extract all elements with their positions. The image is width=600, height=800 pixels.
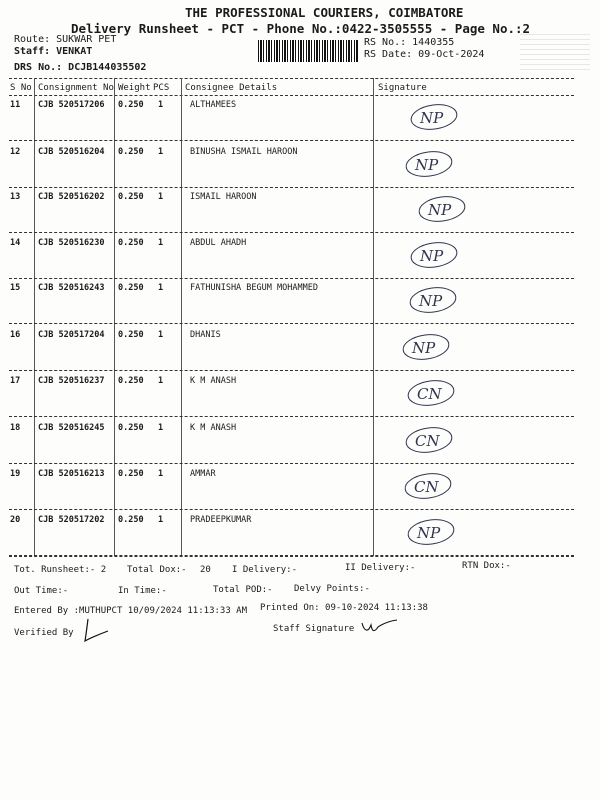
handwritten-status-mark xyxy=(407,285,463,317)
consignee-cell: K M ANASH xyxy=(190,423,237,433)
col-consignee: Consignee Details xyxy=(185,83,278,93)
pcs-cell: 1 xyxy=(158,330,164,340)
staff-signature-label: Staff Signature xyxy=(273,624,355,634)
consignment-no-cell: CJB 520516245 xyxy=(38,423,105,433)
total-dox-label: Total Dox:- xyxy=(127,565,187,575)
row-separator xyxy=(9,187,574,188)
sno-cell: 15 xyxy=(10,283,21,293)
verified-by-label: Verified By xyxy=(14,628,74,638)
total-dox-value: 20 xyxy=(200,565,211,575)
svg-text:CN: CN xyxy=(417,385,442,403)
row-separator xyxy=(9,463,574,464)
header-bottom-rule xyxy=(9,95,574,96)
sno-cell: 12 xyxy=(10,147,21,157)
row-separator xyxy=(9,278,574,279)
col-sno: S No xyxy=(10,83,32,93)
row-separator xyxy=(9,416,574,417)
pcs-cell: 1 xyxy=(158,100,164,110)
sno-cell: 20 xyxy=(10,515,21,525)
svg-text:NP: NP xyxy=(420,109,444,127)
verifier-signature xyxy=(80,615,112,645)
rs-number: RS No.: 1440355 xyxy=(364,37,455,48)
svg-text:CN: CN xyxy=(415,432,440,450)
runsheet-title: Delivery Runsheet - PCT - Phone No.:0422-3505555 - Page No.:2 xyxy=(71,21,531,36)
consignee-cell: ALTHAMEES xyxy=(190,100,237,110)
weight-cell: 0.250 xyxy=(118,423,144,433)
staff-label: Staff: VENKAT xyxy=(14,46,93,57)
handwritten-status-mark xyxy=(408,102,464,134)
pcs-cell: 1 xyxy=(158,147,164,157)
consignment-no-cell: CJB 520516202 xyxy=(38,192,105,202)
table-bottom-rule xyxy=(9,556,574,557)
pcs-cell: 1 xyxy=(158,376,164,386)
barcode-image xyxy=(258,40,358,62)
rtn-dox: RTN Dox:- xyxy=(462,561,511,571)
ii-delivery: II Delivery:- xyxy=(345,563,416,573)
rs-date: RS Date: 09-Oct-2024 xyxy=(364,49,485,60)
consignment-no-cell: CJB 520517202 xyxy=(38,515,105,525)
consignment-no-cell: CJB 520517204 xyxy=(38,330,105,340)
col-signature: Signature xyxy=(378,83,427,93)
weight-cell: 0.250 xyxy=(118,515,144,525)
total-pod: Total POD:- xyxy=(213,585,273,595)
svg-text:NP: NP xyxy=(417,524,441,542)
consignee-cell: DHANIS xyxy=(190,330,221,340)
col-divider xyxy=(34,78,35,556)
col-weight: Weight xyxy=(118,83,151,93)
consignee-cell: ISMAIL HAROON xyxy=(190,192,257,202)
entered-by: Entered By :MUTHUPCT 10/09/2024 11:13:33 AM xyxy=(14,606,247,616)
weight-cell: 0.250 xyxy=(118,330,144,340)
pcs-cell: 1 xyxy=(158,515,164,525)
printed-on: Printed On: 09-10-2024 11:13:38 xyxy=(260,603,428,613)
consignee-cell: FATHUNISHA BEGUM MOHAMMED xyxy=(190,283,318,293)
consignee-cell: K M ANASH xyxy=(190,376,237,386)
handwritten-status-mark xyxy=(403,425,459,457)
pcs-cell: 1 xyxy=(158,469,164,479)
row-separator xyxy=(9,140,574,141)
weight-cell: 0.250 xyxy=(118,469,144,479)
consignee-cell: BINUSHA ISMAIL HAROON xyxy=(190,147,298,157)
consignee-cell: ABDUL AHADH xyxy=(190,238,247,248)
sno-cell: 16 xyxy=(10,330,21,340)
consignee-cell: AMMAR xyxy=(190,469,216,479)
row-separator xyxy=(9,323,574,324)
pcs-cell: 1 xyxy=(158,423,164,433)
consignment-no-cell: CJB 520516230 xyxy=(38,238,105,248)
weight-cell: 0.250 xyxy=(118,192,144,202)
weight-cell: 0.250 xyxy=(118,283,144,293)
handwritten-status-mark xyxy=(408,240,464,272)
row-separator xyxy=(9,370,574,371)
handwritten-status-mark xyxy=(400,332,456,364)
consignment-no-cell: CJB 520516204 xyxy=(38,147,105,157)
table-top-rule xyxy=(9,78,574,79)
in-time: In Time:- xyxy=(118,586,167,596)
consignment-no-cell: CJB 520516243 xyxy=(38,283,105,293)
svg-text:NP: NP xyxy=(420,247,444,265)
col-consignment: Consignment No xyxy=(38,83,114,93)
svg-text:NP: NP xyxy=(412,339,436,357)
faded-print-bleed xyxy=(520,30,590,70)
consignment-no-cell: CJB 520516237 xyxy=(38,376,105,386)
handwritten-status-mark xyxy=(403,149,459,181)
sno-cell: 11 xyxy=(10,100,21,110)
row-separator xyxy=(9,232,574,233)
staff-signature-mark xyxy=(360,615,400,637)
sno-cell: 19 xyxy=(10,469,21,479)
row-separator xyxy=(9,509,574,510)
consignment-no-cell: CJB 520517206 xyxy=(38,100,105,110)
handwritten-status-mark xyxy=(402,471,458,503)
col-pcs: PCS xyxy=(153,83,170,93)
delvy-points: Delvy Points:- xyxy=(294,584,370,594)
company-title: THE PROFESSIONAL COURIERS, COIMBATORE xyxy=(185,5,464,20)
col-divider xyxy=(181,78,182,556)
drs-number: DRS No.: DCJB144035502 xyxy=(14,62,147,73)
col-divider xyxy=(114,78,115,556)
out-time: Out Time:- xyxy=(14,586,69,596)
sno-cell: 17 xyxy=(10,376,21,386)
weight-cell: 0.250 xyxy=(118,100,144,110)
consignee-cell: PRADEEPKUMAR xyxy=(190,515,252,525)
svg-text:NP: NP xyxy=(428,201,452,219)
weight-cell: 0.250 xyxy=(118,238,144,248)
svg-text:NP: NP xyxy=(415,156,439,174)
route-label: Route: SUKWAR PET xyxy=(14,34,117,45)
weight-cell: 0.250 xyxy=(118,147,144,157)
pcs-cell: 1 xyxy=(158,238,164,248)
svg-text:NP: NP xyxy=(419,292,443,310)
handwritten-status-mark xyxy=(405,517,461,549)
sno-cell: 14 xyxy=(10,238,21,248)
sno-cell: 18 xyxy=(10,423,21,433)
svg-text:CN: CN xyxy=(414,478,439,496)
handwritten-status-mark xyxy=(416,194,472,226)
col-divider xyxy=(373,78,374,556)
pcs-cell: 1 xyxy=(158,192,164,202)
i-delivery: I Delivery:- xyxy=(232,565,298,575)
pcs-cell: 1 xyxy=(158,283,164,293)
sno-cell: 13 xyxy=(10,192,21,202)
handwritten-status-mark xyxy=(405,378,461,410)
consignment-no-cell: CJB 520516213 xyxy=(38,469,105,479)
weight-cell: 0.250 xyxy=(118,376,144,386)
tot-runsheet: Tot. Runsheet:- 2 xyxy=(14,565,107,575)
